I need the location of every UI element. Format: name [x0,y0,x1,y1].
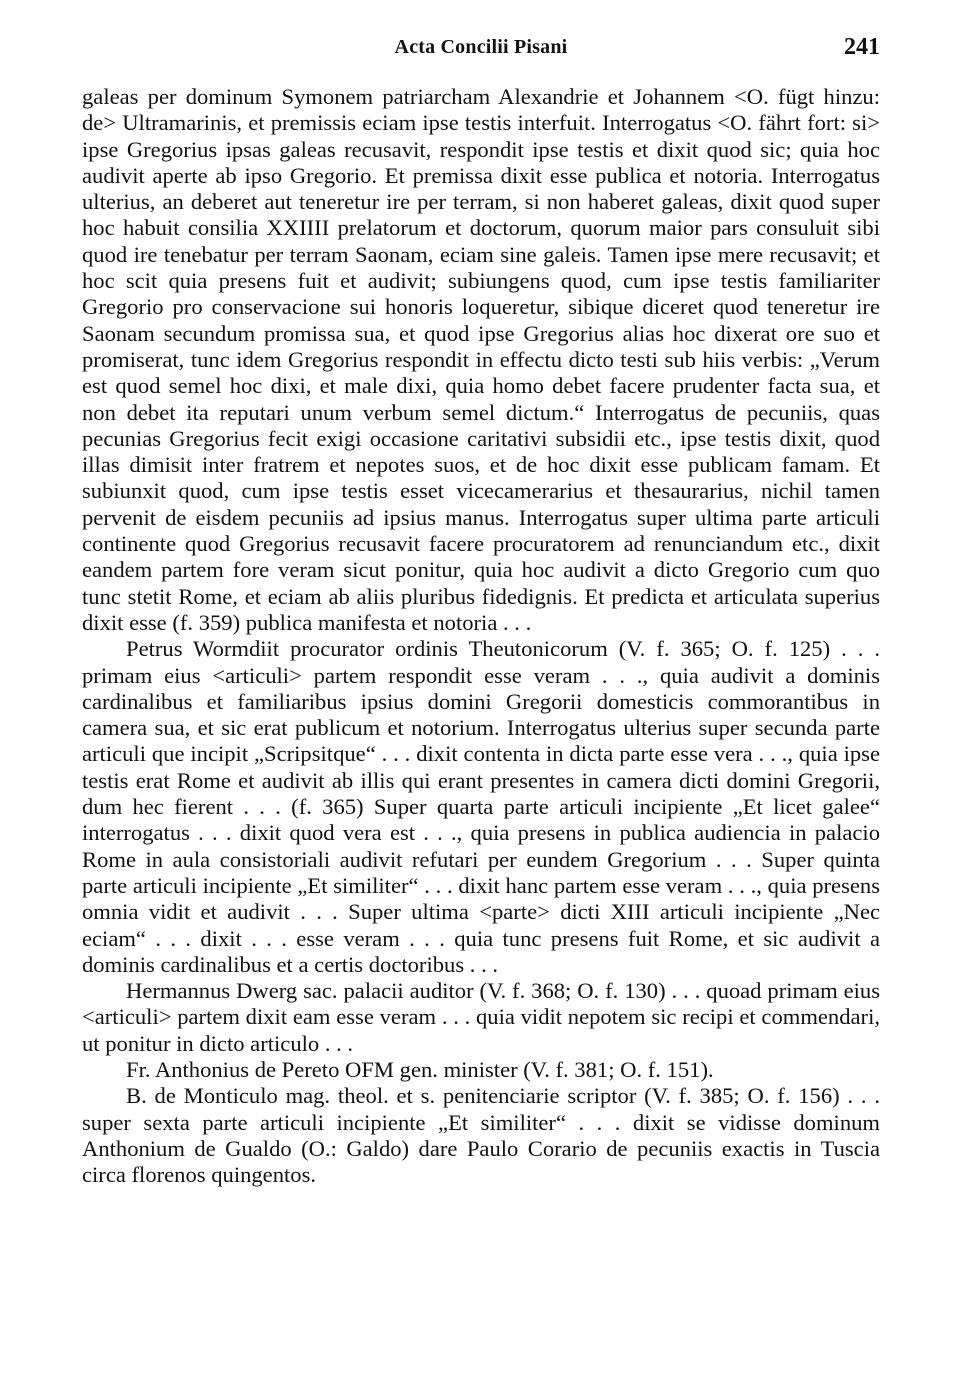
paragraph-b-de-monticulo: B. de Monticulo mag. theol. et s. penitenciarie scriptor (V. f. 385; O. f. 156) . . . super sexta parte articuli incipiente „Et similiter“ . . . dixit se vidisse dominum Anthonium de Gualdo (O.: Galdo) dare Paulo Corario de pecuniis exactis in Tuscia circa florenos quingentos. [82,1083,880,1188]
document-page [82,34,880,1188]
running-title: Acta Concilii Pisani [394,36,568,58]
page-number: 241 [844,34,880,60]
paragraph-petrus-wormdiit: Petrus Wormdiit procurator ordinis Theutonicorum (V. f. 365; O. f. 125) . . . primam eius <articuli> partem respondit esse veram . . ., quia audivit a dominis cardinalibus et familiaribus ipsius domini Gregorii domesticis commorantibus in camera sua, et sic erat publicum et notorium. Interrogatus ulterius super secunda parte articuli que incipit „Scripsitque“ . . . dixit contenta in dicta parte esse vera . . ., quia ipse testis erat Rome et audivit ab illis qui erant presentes in camera dicti domini Gregorii, dum hec fierent . . . (f. 365) Super quarta parte articuli incipiente „Et licet galee“ interrogatus . . . dixit quod vera est . . ., quia presens in publica audiencia in palacio Rome in aula consistoriali audivit refutari per eundem Gregorium . . . Super quinta parte articuli incipiente „Et similiter“ . . . dixit hanc partem esse veram . . ., quia presens omnia vidit et audivit . . . Super ultima <parte> dicti XIII articuli incipiente „Nec eciam“ . . . dixit . . . esse veram . . . quia tunc presens fuit Rome, et sic audivit a dominis cardinalibus et a certis doctoribus . . . [82,636,880,977]
running-head [82,34,880,74]
paragraph-testimony-continued: galeas per dominum Symonem patriarcham Alexandrie et Johannem <O. fügt hinzu: de> Ultramarinis, et premissis eciam ipse testis interfuit. Interrogatus <O. fährt fort: si> ipse Gregorius ipsas galeas recusavit, respondit ipse testis et dixit quod sic; quia hoc audivit aperte ab ipso Gregorio. Et premissa dixit esse publica et notoria. Interrogatus ulterius, an deberet aut teneretur ire per terram, si non haberet galeas, dixit quod super hoc habuit consilia XXIIII prelatorum et doctorum, quorum maior pars consuluit sibi quod ire tenebatur per terram Saonam, eciam sine galeis. Tamen ipse mere recusavit; et hoc scit quia presens fuit et audivit; subiungens quod, cum ipse testis familiariter Gregorio pro conservacione sui honoris loqueretur, sibique diceret quod teneretur ire Saonam secundum promissa sua, et quod ipse Gregorius alias hoc dixerat ore suo et promiserat, tunc idem Gregorius respondit in effectu dicto testi sub hiis verbis: „Verum est quod semel hoc dixi, et male dixi, quia homo debet facere prudenter facta sua, et non debet ita reputari unum verbum semel dictum.“ Interrogatus de pecuniis, quas pecunias Gregorius fecit exigi occasione caritativi subsidii etc., ipse testis dixit, quod illas dimisit inter fratrem et nepotes suos, et de hoc dixit esse publicam famam. Et subiunxit quod, cum ipse testis esset vicecamerarius et thesaurarius, nichil tamen pervenit de eisdem pecuniis ad ipsius manus. Interrogatus super ultima parte articuli continente quod Gregorius recusavit facere procuratorem ad renunciandum etc., dixit eandem partem fore veram sicut ponitur, quia hoc audivit a dicto Gregorio cum quo tunc stetit Rome, et eciam ab aliis pluribus fidedignis. Et predicta et articulata superius dixit esse (f. 359) publica manifesta et notoria . . . [82,84,880,635]
paragraph-anthonius-de-pereto: Fr. Anthonius de Pereto OFM gen. minister (V. f. 381; O. f. 151). [126,1056,714,1082]
paragraph-hermannus-dwerg: Hermannus Dwerg sac. palacii auditor (V. f. 368; O. f. 130) . . . quoad primam eius <articuli> partem dixit eam esse veram . . . quia vidit nepotem sic recipi et commendari, ut ponitur in dicto articulo . . . [82,978,880,1056]
body-text [82,84,880,1188]
